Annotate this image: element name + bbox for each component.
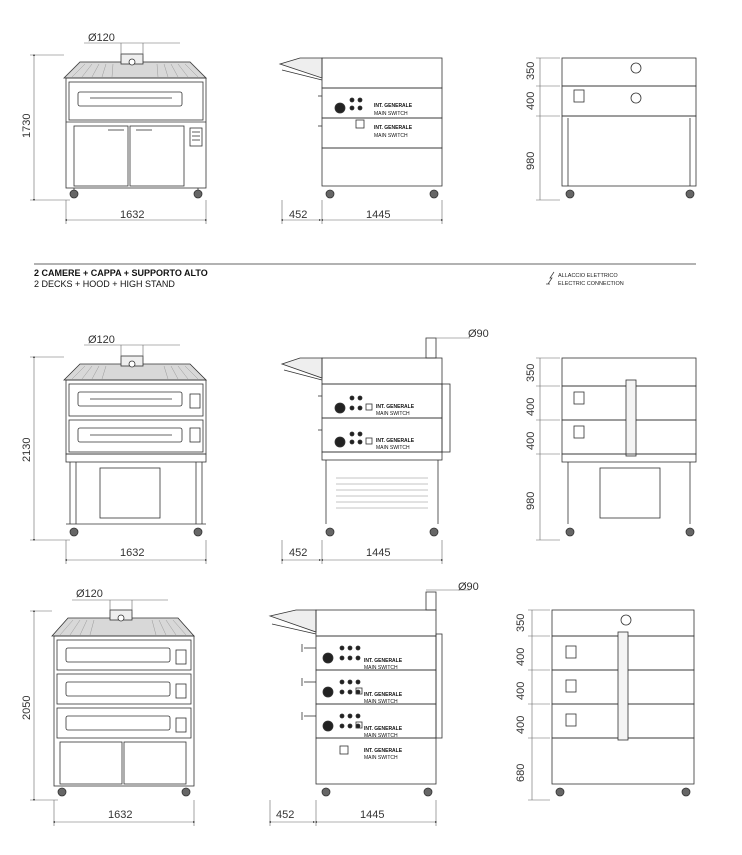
row3-front-view [52,610,194,796]
row2-switch-it: INT. GENERALE [376,404,415,410]
electric-plug-icon [546,272,554,284]
row2-front-width: 1632 [120,547,145,559]
row2-back-h2: 400 [525,397,537,416]
section-title-it: 2 CAMERE + CAPPA + SUPPORTO ALTO [34,268,208,278]
row3-switch2-it: INT. GENERALE [364,692,403,698]
row2-front-height: 2130 [21,437,33,462]
row3-switch2-en: MAIN SWITCH [364,699,398,705]
row3-switch3-it: INT. GENERALE [364,726,403,732]
row1-back-h2: 400 [525,91,537,110]
row1-back-h3: 980 [525,151,537,170]
row1-side-depth: 1445 [366,209,391,221]
row3-switch4-it: INT. GENERALE [364,748,403,754]
row3-back-view [552,610,694,796]
row2-switch-en: MAIN SWITCH [376,411,410,417]
electric-legend-it: ALLACCIO ELETTRICO [558,273,618,279]
row2-side-view [282,338,450,536]
row3-back-dimensions [528,610,550,800]
row3-back-h3: 400 [515,681,527,700]
section-title-en: 2 DECKS + HOOD + HIGH STAND [34,279,175,289]
section-caption [34,268,208,290]
row3-switch-en: MAIN SWITCH [364,665,398,671]
row2-back-view [562,358,696,536]
row1-front-height: 1730 [21,113,33,138]
row3-back-h1: 350 [515,613,527,632]
row1-flue-diameter: Ø120 [88,32,115,44]
row1-switch-it: INT. GENERALE [374,103,413,109]
row3-side-pipe: Ø90 [458,581,479,593]
row1-switch2-en: MAIN SWITCH [374,133,408,139]
row3-side-left: 452 [276,809,295,821]
row2-side-pipe: Ø90 [468,328,489,340]
row1-back-dimensions [536,58,560,200]
row1-front-view [64,54,206,198]
row2-side-left: 452 [289,547,308,559]
row1-side-left: 452 [289,209,308,221]
row1-back-view [562,58,696,198]
row2-switch2-en: MAIN SWITCH [376,445,410,451]
row1-switch-en: MAIN SWITCH [374,111,408,117]
row2-back-h4: 980 [525,491,537,510]
row2-side-depth: 1445 [366,547,391,559]
row3-side-view [270,592,442,796]
row2-back-dimensions [536,358,560,540]
row3-front-width: 1632 [108,809,133,821]
row3-back-h5: 680 [515,763,527,782]
row3-switch-it: INT. GENERALE [364,658,403,664]
electric-legend-en: ELECTRIC CONNECTION [558,281,624,287]
row3-flue-diameter: Ø120 [76,588,103,600]
electric-legend [558,272,624,288]
row3-back-h4: 400 [515,715,527,734]
row2-switch2-it: INT. GENERALE [376,438,415,444]
row2-flue-diameter: Ø120 [88,334,115,346]
row2-back-h1: 350 [525,363,537,382]
row3-front-height: 2050 [21,695,33,720]
row3-back-h2: 400 [515,647,527,666]
row1-side-view [280,58,442,198]
row1-switch2-it: INT. GENERALE [374,125,413,131]
row3-switch4-en: MAIN SWITCH [364,755,398,761]
row3-switch3-en: MAIN SWITCH [364,733,398,739]
row1-back-h1: 350 [525,61,537,80]
row2-front-view [64,356,206,536]
row1-front-width: 1632 [120,209,145,221]
row2-back-h3: 400 [525,431,537,450]
row3-side-depth: 1445 [360,809,385,821]
